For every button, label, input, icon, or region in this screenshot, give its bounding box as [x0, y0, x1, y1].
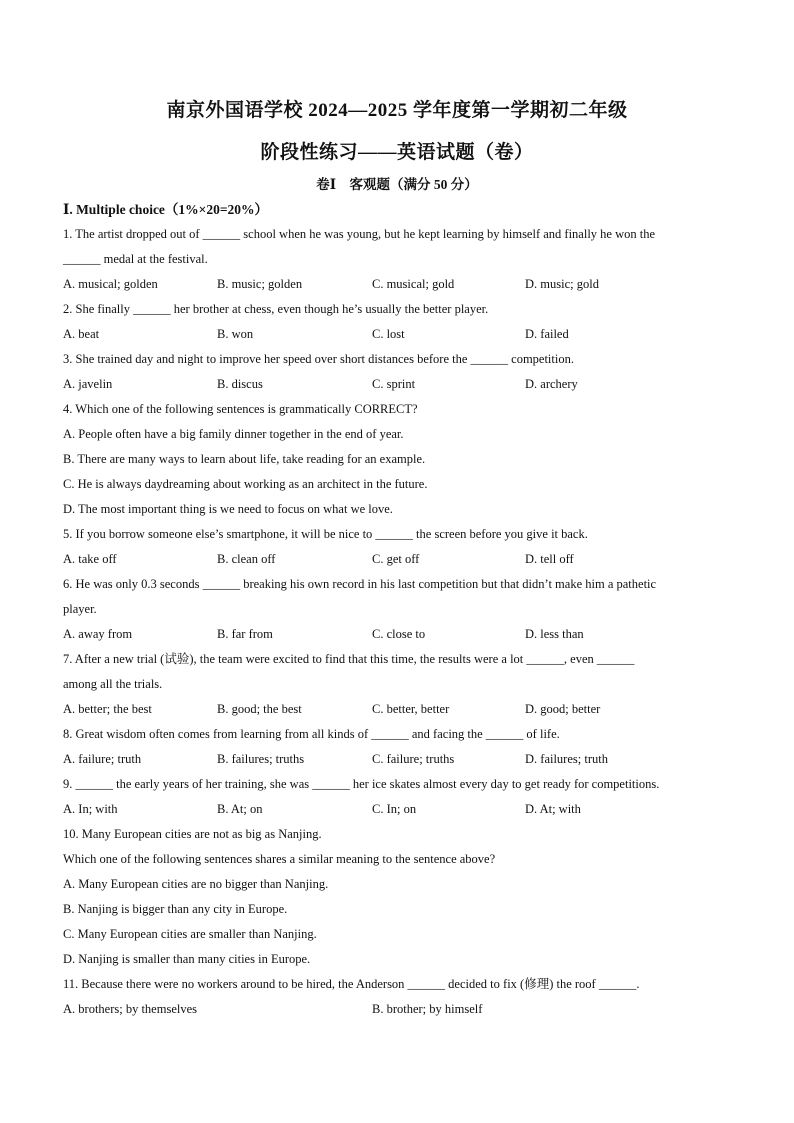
q8-option-d: D. failures; truth [525, 752, 608, 766]
q1-option-d: D. music; gold [525, 277, 599, 291]
q4-option-c: C. He is always daydreaming about working as an architect in the future. [63, 477, 428, 491]
q11-option-a: A. brothers; by themselves [63, 1002, 198, 1016]
q9-option-a: A. In; with [63, 802, 118, 816]
q10-option-a: A. Many European cities are no bigger than Nanjing. [63, 877, 329, 891]
q10-option-b: B. Nanjing is bigger than any city in Europe. [63, 902, 288, 916]
q1-option-c: C. musical; gold [372, 277, 455, 291]
q1-option-a: A. musical; golden [63, 277, 158, 291]
q9-option-d: D. At; with [525, 802, 581, 816]
q2-option-a: A. beat [63, 327, 100, 341]
q7-stem-line2: among all the trials. [63, 677, 163, 691]
q10-stem-line1: 10. Many European cities are not as big as Nanjing. [63, 827, 322, 841]
q5-option-c: C. get off [372, 552, 420, 566]
q7-option-d: D. good; better [525, 702, 601, 716]
q3-option-a: A. javelin [63, 377, 113, 391]
q2-option-c: C. lost [372, 327, 405, 341]
q1-stem-line1: 1. The artist dropped out of ______ school when he was young, but he kept learning by himself and finally he won the [63, 227, 656, 241]
q9-option-c: C. In; on [372, 802, 417, 816]
q2-stem: 2. She finally ______ her brother at chess, even though he’s usually the better player. [63, 302, 489, 316]
q6-option-a: A. away from [63, 627, 133, 641]
q5-option-a: A. take off [63, 552, 117, 566]
q7-option-b: B. good; the best [217, 702, 302, 716]
q8-option-a: A. failure; truth [63, 752, 142, 766]
q4-option-a: A. People often have a big family dinner together in the end of year. [63, 427, 404, 441]
section-title: Ⅰ. Multiple choice（1%×20=20%） [63, 202, 269, 217]
q6-option-b: B. far from [217, 627, 273, 641]
q9-option-b: B. At; on [217, 802, 263, 816]
exam-title-line1: 南京外国语学校 2024—2025 学年度第一学期初二年级 [166, 100, 628, 121]
q11-stem: 11. Because there were no workers around to be hired, the Anderson ______ decided to fix (修理) the roof ______. [63, 977, 640, 991]
q6-option-c: C. close to [372, 627, 426, 641]
q10-option-c: C. Many European cities are smaller than Nanjing. [63, 927, 317, 941]
q1-option-b: B. music; golden [217, 277, 303, 291]
q6-stem-line2: player. [63, 602, 97, 616]
q8-option-c: C. failure; truths [372, 752, 455, 766]
q5-stem: 5. If you borrow someone else’s smartphone, it will be nice to ______ the screen before you give it back. [63, 527, 588, 541]
q6-stem-line1: 6. He was only 0.3 seconds ______ breaking his own record in his last competition but that didn’t make him a pathetic [63, 577, 657, 591]
paper-subtitle: 卷Ⅰ 客观题（满分 50 分） [316, 177, 478, 192]
q4-stem: 4. Which one of the following sentences is grammatically CORRECT? [63, 402, 418, 416]
q7-option-c: C. better, better [372, 702, 450, 716]
q11-option-b: B. brother; by himself [372, 1002, 483, 1016]
q9-stem: 9. ______ the early years of her training, she was ______ her ice skates almost every day to get ready for competitions. [63, 777, 660, 791]
q2-option-d: D. failed [525, 327, 569, 341]
q7-stem-line1: 7. After a new trial (试验), the team were excited to find that this time, the results were a lot ______, even ______ [63, 652, 635, 666]
q8-option-b: B. failures; truths [217, 752, 305, 766]
q10-stem-line2: Which one of the following sentences shares a similar meaning to the sentence above? [63, 852, 496, 866]
q10-option-d: D. Nanjing is smaller than many cities in Europe. [63, 952, 311, 966]
q7-option-a: A. better; the best [63, 702, 152, 716]
q6-option-d: D. less than [525, 627, 584, 641]
q3-stem: 3. She trained day and night to improve her speed over short distances before the ______ competition. [63, 352, 574, 366]
q1-stem-line2: ______ medal at the festival. [63, 252, 208, 266]
q2-option-b: B. won [217, 327, 254, 341]
q4-option-b: B. There are many ways to learn about life, take reading for an example. [63, 452, 426, 466]
q8-stem: 8. Great wisdom often comes from learning from all kinds of ______ and facing the ______ of life. [63, 727, 560, 741]
q3-option-c: C. sprint [372, 377, 416, 391]
q3-option-b: B. discus [217, 377, 263, 391]
q4-option-d: D. The most important thing is we need to focus on what we love. [63, 502, 393, 516]
q3-option-d: D. archery [525, 377, 578, 391]
q5-option-b: B. clean off [217, 552, 276, 566]
exam-title-line2: 阶段性练习——英语试题（卷） [260, 142, 534, 163]
q5-option-d: D. tell off [525, 552, 574, 566]
